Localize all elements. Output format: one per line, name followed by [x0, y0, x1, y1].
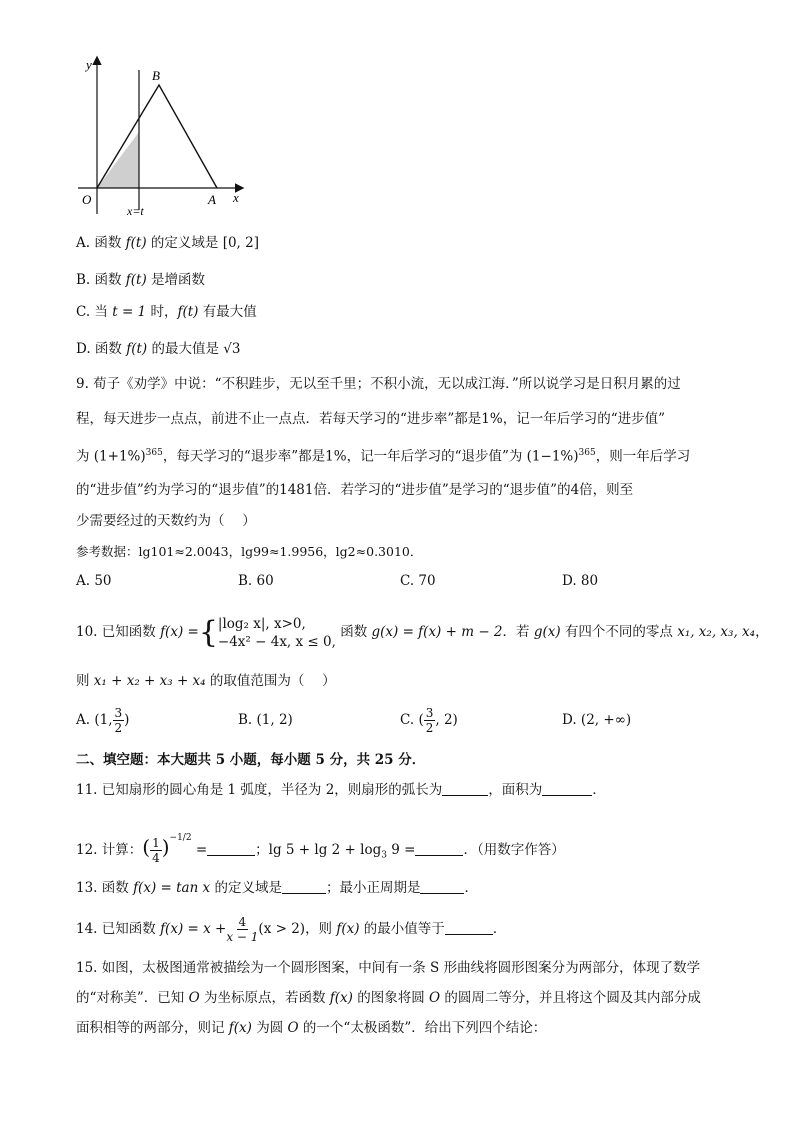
q10-opt-c-right: , 2): [435, 712, 458, 728]
frac-num: 1: [152, 836, 160, 850]
label-x-equals-t: x=t: [127, 204, 144, 218]
q9-line2: 程，每天进步一点点，前进不止一点点．若每天学习的“进步率”都是1%，记一年后学习的“进步值”: [76, 411, 666, 427]
q8-option-b: [76, 270, 205, 290]
q10-pre: 10. 已知函数: [76, 624, 161, 640]
q10-points: x₁, x₂, x₃, x₄: [677, 624, 756, 640]
triangle-figure: [70, 52, 260, 222]
q14-frac: [226, 915, 258, 944]
q11-text-b: ，面积为: [488, 782, 543, 798]
answer-blank[interactable]: [207, 841, 255, 856]
q10-gx: g(x) = f(x) + m − 2: [371, 624, 503, 640]
q13-text-a: 13. 函数: [76, 880, 134, 896]
q8-b-func: f(t): [125, 272, 147, 288]
q15-O2: O: [429, 990, 441, 1006]
q12-text-a: 12. 计算：: [76, 842, 143, 858]
q8-c-func: f(t): [177, 304, 199, 320]
q8-c-text3: 有最大值: [198, 304, 257, 320]
q10-case2: −4x² − 4x, x ≤ 0,: [217, 633, 336, 650]
q13: [76, 878, 478, 898]
q11: [76, 780, 606, 800]
q9-option-d: D. 80: [562, 573, 599, 589]
q15-f1: f(x): [329, 990, 353, 1006]
q14-func: f(x) = x +: [160, 921, 227, 937]
frac-num: 3: [425, 706, 434, 720]
q8-d-text2: 的最大值是: [147, 341, 224, 357]
frac-num: 4: [238, 915, 247, 929]
q15-O3: O: [287, 1020, 299, 1036]
q10-mid: 函数: [335, 624, 372, 640]
q8-option-c: [76, 302, 257, 322]
q13-text-d: ．: [464, 880, 478, 896]
q10-cases: [218, 615, 336, 651]
label-A: A: [208, 192, 216, 207]
q9-exp2: 365: [578, 448, 596, 458]
q8-d-text: D. 函数: [76, 341, 127, 357]
answer-blank[interactable]: [415, 841, 463, 856]
q15-f2: f(x): [228, 1020, 252, 1036]
q12-text-c: 9 =: [386, 842, 416, 858]
q15-line1: 15. 如图，太极图通常被描绘为一个圆形图案，中间有一条 S 形曲线将圆形图案分为两部分，体现了数学: [76, 960, 701, 976]
label-B: B: [152, 68, 160, 83]
q10-line1: [76, 612, 769, 652]
q10-option-d: D. (2, +∞): [562, 712, 632, 728]
q10-option-c: [400, 706, 458, 735]
q10-gx2: g(x): [533, 624, 561, 640]
q10-option-b: B. (1, 2): [238, 712, 293, 728]
q10-l2b: 的取值范围为（ ）: [205, 673, 336, 689]
q13-func: f(x) = tan x: [133, 880, 211, 896]
q15-l3c: 的一个“太极函数”．给出下列四个结论：: [298, 1020, 547, 1036]
q8-b-text: B. 函数: [76, 272, 126, 288]
q9-l3a: 为 (1+1%): [76, 448, 146, 465]
q14: [76, 910, 506, 948]
q15-l2b: 为坐标原点，若函数: [199, 990, 330, 1006]
q15-l2c: 的图象将圆: [352, 990, 430, 1006]
q8-a-domain: [0, 2]: [222, 235, 259, 251]
q10-opt-a-right: ): [124, 712, 130, 728]
frac-den: 2: [425, 721, 434, 735]
q10-opt-c-left: (: [418, 712, 424, 728]
q12-frac: [150, 836, 162, 865]
q9-line1: 9. 荀子《劝学》中说：“不积跬步，无以至千里；不积小流，无以成江海．”所以说学习是日积月累的过: [76, 376, 681, 392]
answer-blank[interactable]: [542, 781, 592, 796]
q8-a-func: f(t): [125, 235, 147, 251]
q9-option-b: B. 60: [238, 573, 274, 589]
q15-line2: [76, 988, 701, 1008]
q10-opt-c-frac: [424, 706, 436, 735]
q8-a-text: A. 函数: [76, 235, 126, 251]
q15-l3a: 面积相等的两部分，则记: [76, 1020, 229, 1036]
q8-option-d: [76, 339, 240, 359]
q8-c-cond: t = 1: [112, 304, 147, 320]
q14-text-e: ．: [492, 921, 507, 937]
q12-exponent: −1/2: [169, 833, 192, 843]
q14-func2: f(x): [336, 921, 360, 937]
q10-post: ．若: [502, 624, 534, 640]
q15-line3: [76, 1018, 546, 1038]
section-2-heading: 二、填空题：本大题共 5 小题，每小题 5 分，共 25 分．: [76, 752, 426, 768]
q9-line5: 少需要经过的天数约为（ ）: [76, 513, 256, 529]
q10-post2: 有四个不同的零点: [560, 624, 678, 640]
q9-exp1: 365: [145, 448, 163, 458]
q15-l2a: 的“对称美”．已知: [76, 990, 189, 1006]
q14-condition: (x > 2): [258, 921, 306, 937]
q10-option-a: [76, 706, 129, 735]
q10-fx: f(x) =: [160, 624, 199, 640]
q10-line2: [76, 671, 336, 691]
q12-text-d: ．（用数字作答）: [463, 842, 565, 858]
q8-option-a: [76, 233, 259, 253]
paren-left: (: [142, 835, 151, 859]
q8-b-text2: 是增函数: [146, 272, 206, 288]
q14-text-b: ，则: [305, 921, 337, 937]
q10-case1: |log₂ x|, x>0,: [217, 615, 306, 632]
q10-l2a: 则: [76, 673, 94, 689]
q13-text-c: ；最小正周期是: [325, 880, 421, 896]
q9-line3: [76, 443, 690, 467]
q12-eq: =: [191, 842, 208, 858]
q10-opt-a-left: (1,: [94, 712, 113, 728]
frac-den: 4: [152, 851, 160, 865]
q8-d-value: √3: [223, 341, 241, 357]
answer-blank[interactable]: [442, 781, 488, 796]
q9-l3b: ，每天学习的“退步率”都是1%，记一年后学习的“退步值”为 (1−1%): [162, 448, 579, 465]
q8-d-func: f(t): [126, 341, 148, 357]
q14-text-c: 的最小值等于: [359, 921, 445, 937]
q10-opt-a-label: A.: [76, 712, 91, 728]
q12-text-b: ；lg 5 + lg 2 + log: [255, 842, 382, 858]
frac-num: 3: [114, 706, 123, 720]
q10-post3: ，: [755, 624, 769, 640]
q9-l3c: ，则一年后学习: [595, 448, 691, 465]
q15-l2d: 的圆周二等分，并且将这个圆及其内部分成: [440, 990, 701, 1006]
label-x: x: [233, 190, 239, 205]
q10-sum: x₁ + x₂ + x₃ + x₄: [93, 673, 206, 689]
q9-reference-data: 参考数据：lg101≈2.0043，lg99≈1.9956，lg2≈0.3010．: [76, 544, 423, 559]
q9-option-c: C. 70: [400, 573, 436, 589]
q10-opt-a-frac: [113, 706, 125, 735]
q12-log-base: 3: [381, 850, 387, 861]
q15-O1: O: [188, 990, 200, 1006]
q11-text-c: ．: [592, 782, 606, 798]
brace-symbol: {: [198, 614, 218, 650]
q14-text-a: 14. 已知函数: [76, 921, 161, 937]
q10-opt-c-label: C.: [400, 712, 415, 728]
q8-c-text2: 时，: [146, 304, 178, 320]
q12: [76, 820, 565, 874]
q13-text-b: 的定义域是: [210, 880, 282, 896]
label-y: y: [86, 57, 92, 72]
q9-line4: 的“进步值”约为学习的“退步值”的1481倍．若学习的“进步值”是学习的“退步值”的4倍，则至: [76, 482, 634, 498]
q11-text-a: 11. 已知扇形的圆心角是 1 弧度，半径为 2，则扇形的弧长为: [76, 782, 443, 798]
answer-blank[interactable]: [445, 920, 493, 935]
q8-a-text2: 的定义域是: [146, 235, 219, 251]
paren-right: ): [161, 835, 170, 859]
q15-l3b: 为圆: [251, 1020, 288, 1036]
frac-den: 2: [114, 721, 123, 735]
shaded-region: [97, 132, 139, 188]
q9-option-a: A. 50: [76, 573, 112, 589]
q8-c-text: C. 当: [76, 304, 113, 320]
frac-den: x − 1: [226, 930, 259, 944]
label-O: O: [82, 192, 92, 207]
answer-blank[interactable]: [282, 879, 326, 894]
answer-blank[interactable]: [420, 879, 464, 894]
